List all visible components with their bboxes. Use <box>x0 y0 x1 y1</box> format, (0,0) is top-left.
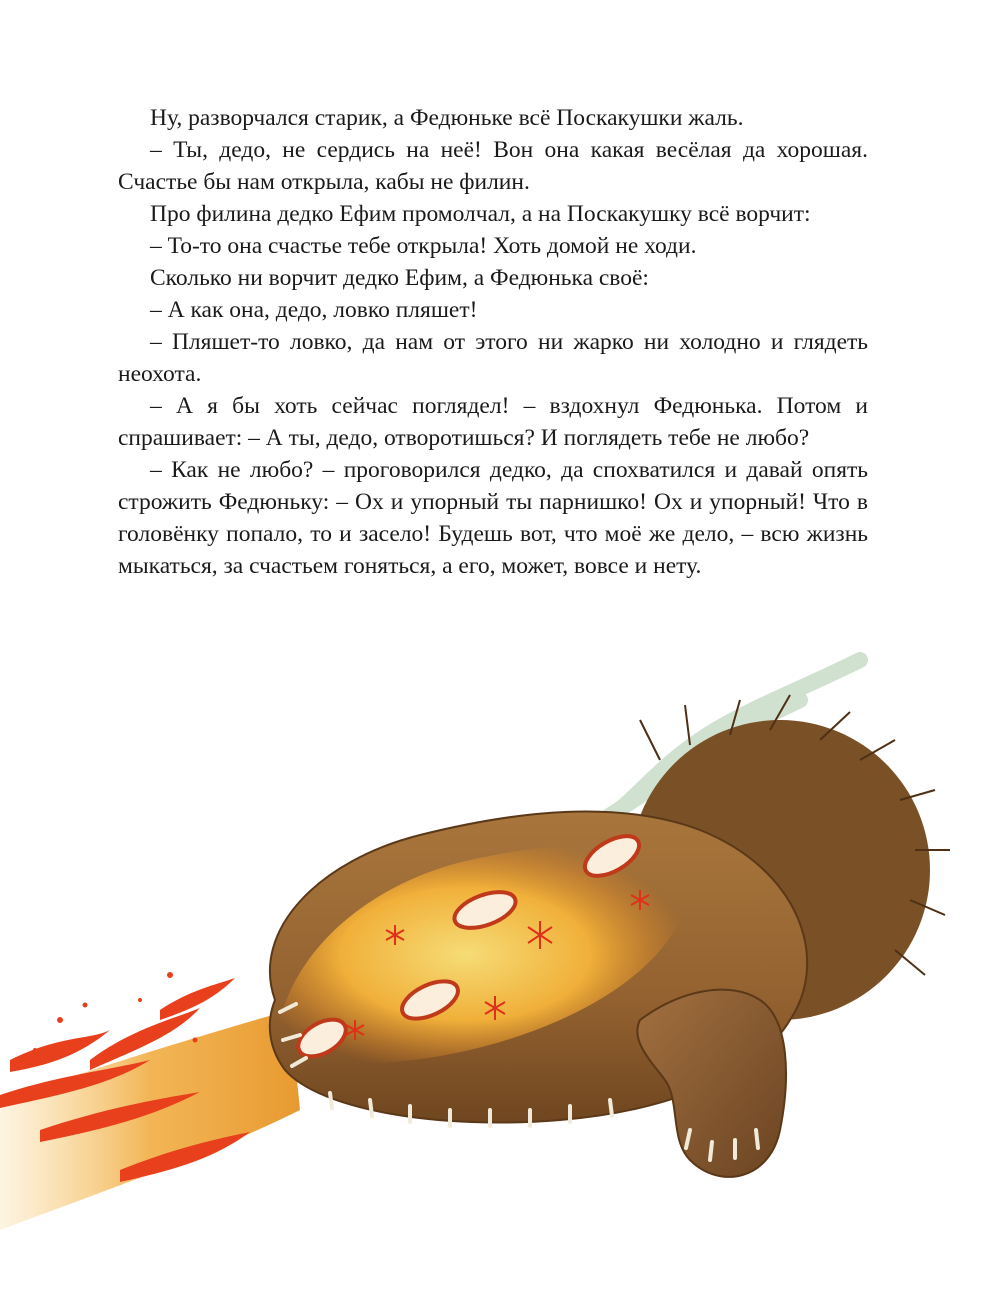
burning-mitten-illustration <box>0 640 1000 1300</box>
paragraph-8: – А я бы хоть сейчас поглядел! – вздохнул Федюнька. Потом и спрашивает: – А ты, дедо, отворотишься? И поглядеть тебе не любо? <box>118 393 868 451</box>
paragraph-4: – То-то она счастье тебе открыла! Хоть домой не ходи. <box>150 233 697 259</box>
paragraph-5: Сколько ни ворчит дедко Ефим, а Федюнька своё: <box>150 265 649 291</box>
paragraph-7: – Пляшет-то ловко, да нам от этого ни жарко ни холодно и глядеть неохота. <box>118 329 868 387</box>
paragraph-6: – А как она, дедо, ловко пляшет! <box>150 297 478 323</box>
paragraph-1: Ну, разворчался старик, а Федюньке всё Поскакушки жаль. <box>150 105 744 131</box>
paragraph-2: – Ты, дедо, не сердись на неё! Вон она какая весёлая да хорошая. Счастье бы нам открыла, кабы не филин. <box>118 137 868 195</box>
paragraph-9: – Как не любо? – проговорился дедко, да спохватился и давай опять строжить Федюньку: – Ох и упорный ты парнишко! Ох и упорный! Что в головёнку попало, то и засело! Будешь вот, что моё же дело, – всю жизнь мыкаться, за счастьем гоняться, а его, может, вовсе и нету. <box>118 457 868 579</box>
paragraph-3: Про филина дедко Ефим промолчал, а на Поскакушку всё ворчит: <box>150 201 811 227</box>
story-text <box>118 102 868 582</box>
